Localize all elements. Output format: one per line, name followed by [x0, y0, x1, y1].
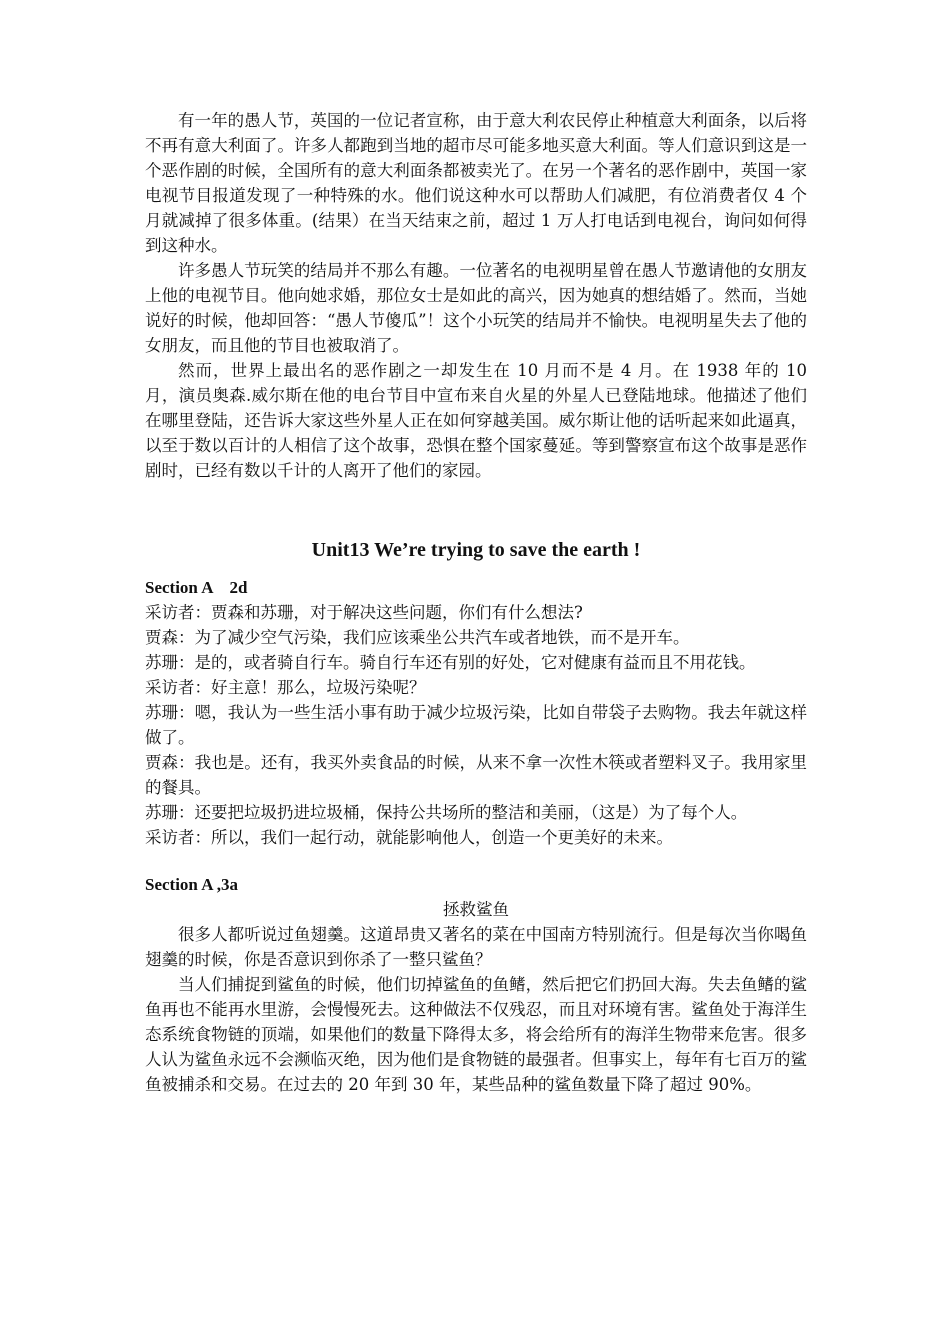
article-title: 拯救鲨鱼	[443, 900, 509, 919]
section-spacer	[145, 850, 807, 872]
unit-title: Unit13 We’re trying to save the earth !	[311, 539, 641, 561]
dialogue-line: 采访者：好主意！那么，垃圾污染呢？	[145, 678, 426, 697]
story-paragraph-1: 有一年的愚人节，英国的一位记者宣称，由于意大利农民停止种植意大利面条，以后将不再有意大利面了。许多人都跑到当地的超市尽可能多地买意大利面。等人们意识到这是一个恶作剧的时候，全国所有的意大利面条都被卖光了。在另一个著名的恶作剧中，英国一家电视节目报道发现了一种特殊的水。他们说这种水可以帮助人们减肥，有位消费者仅 4 个月就减掉了很多体重。(结果）在当天结束之前，超过 1 万人打电话到电视台，询问如何得到这种水。	[145, 111, 807, 255]
section-2d-heading: Section A 2d	[145, 578, 248, 597]
dialogue-line: 苏珊：是的，或者骑自行车。骑自行车还有别的好处，它对健康有益而且不用花钱。	[145, 653, 756, 672]
dialogue-line: 贾森：我也是。还有，我买外卖食品的时候，从来不拿一次性木筷或者塑料叉子。我用家里的餐具。	[145, 753, 807, 797]
dialogue-line: 苏珊：还要把垃圾扔进垃圾桶，保持公共场所的整洁和美丽，（这是）为了每个人。	[145, 803, 748, 822]
story-paragraph-2: 许多愚人节玩笑的结局并不那么有趣。一位著名的电视明星曾在愚人节邀请他的女朋友上他的电视节目。他向她求婚，那位女士是如此的高兴，因为她真的想结婚了。然而，当她说好的时候，他却回答：“愚人节傻瓜”！这个小玩笑的结局并不愉快。电视明星失去了他的女朋友，而且他的节目也被取消了。	[145, 261, 807, 355]
dialogue-line: 采访者：贾森和苏珊，对于解决这些问题，你们有什么想法?	[145, 603, 583, 622]
document-page	[145, 108, 807, 1097]
section-3a-heading: Section A ,3a	[145, 875, 239, 894]
story-paragraph-3: 然而，世界上最出名的恶作剧之一却发生在 10 月而不是 4 月。在 1938 年的 10 月，演员奥森.威尔斯在他的电台节目中宣布来自火星的外星人已登陆地球。他描述了他们在哪里登陆，还告诉大家这些外星人正在如何穿越美国。威尔斯让他的话听起来如此逼真，以至于数以百计的人相信了这个故事，恐惧在整个国家蔓延。等到警察宣布这个故事是恶作剧时，已经有数以千计的人离开了他们的家园。	[145, 361, 807, 480]
dialogue-line: 苏珊：嗯，我认为一些生活小事有助于减少垃圾污染，比如自带袋子去购物。我去年就这样做了。	[145, 703, 807, 747]
article-paragraph-2: 当人们捕捉到鲨鱼的时候，他们切掉鲨鱼的鱼鳍，然后把它们扔回大海。失去鱼鳍的鲨鱼再也不能再水里游，会慢慢死去。这种做法不仅残忍，而且对环境有害。鲨鱼处于海洋生态系统食物链的顶端，如果他们的数量下降得太多，将会给所有的海洋生物带来危害。很多人认为鲨鱼永远不会濒临灭绝，因为他们是食物链的最强者。但事实上，每年有七百万的鲨鱼被捕杀和交易。在过去的 20 年到 30 年，某些品种的鲨鱼数量下降了超过 90%。	[145, 975, 807, 1094]
article-paragraph-1: 很多人都听说过鱼翅羹。这道昂贵又著名的菜在中国南方特别流行。但是每次当你喝鱼翅羹的时候，你是否意识到你杀了一整只鲨鱼？	[145, 925, 807, 969]
dialogue-line: 贾森：为了减少空气污染，我们应该乘坐公共汽车或者地铁，而不是开车。	[145, 628, 690, 647]
dialogue-line: 采访者：所以，我们一起行动，就能影响他人，创造一个更美好的未来。	[145, 828, 673, 847]
